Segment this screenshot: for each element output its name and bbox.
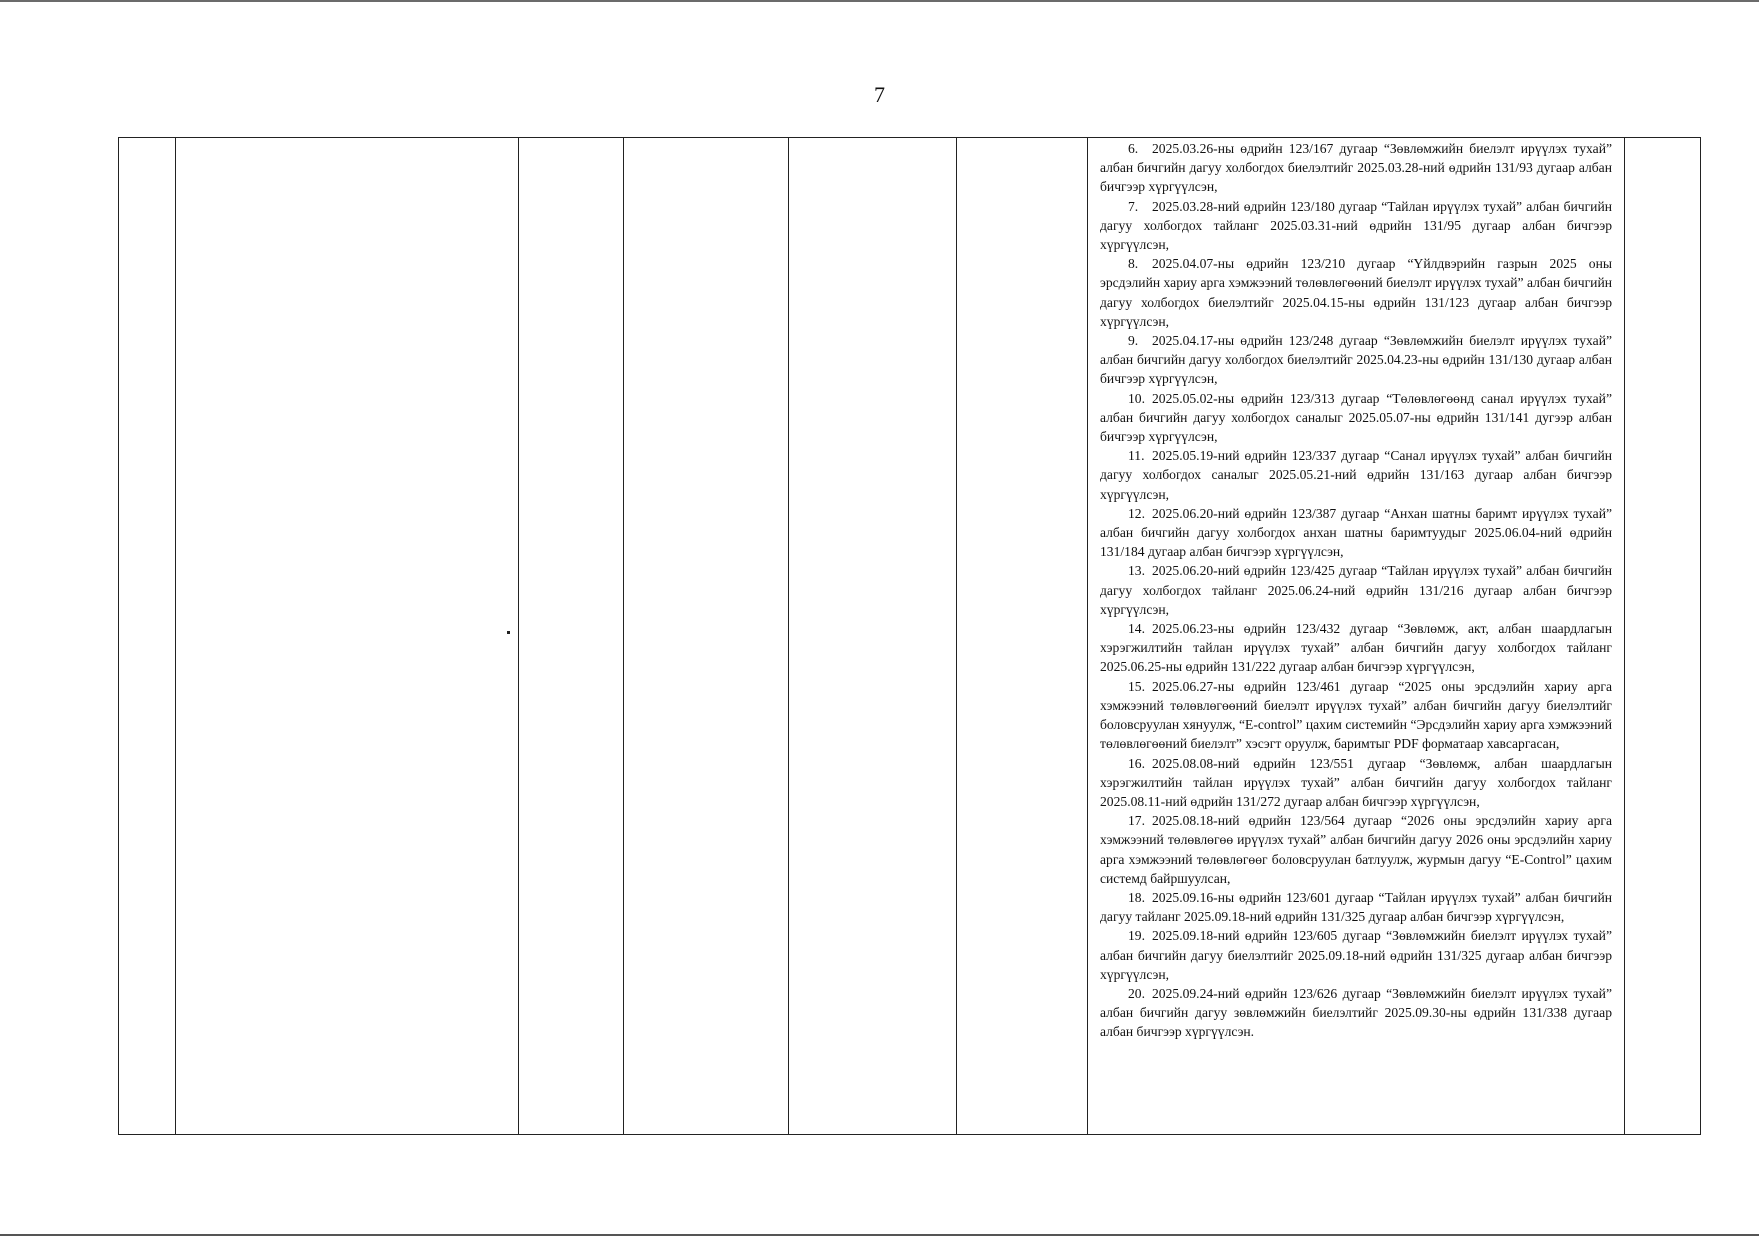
list-item [1100, 197, 1612, 255]
list-item [1100, 139, 1612, 197]
entry-text: 2025.05.02-ны өдрийн 123/313 дугаар “Төлөвлөгөөнд санал ирүүлэх тухай” албан бичгийн дагуу холбогдох саналыг 2025.05.07-ны өдрийн 131/141 дугээр албан бичгээр хүргүүлсэн, [1100, 390, 1612, 445]
cell-column-4 [624, 138, 789, 1135]
entry-text: 2025.06.23-ны өдрийн 123/432 дугаар “Зөвлөмж, акт, албан шаардлагын хэрэгжилтийн тайлан ирүүлэх тухай” албан бичгийн дагуу холбогдох тайланг 2025.06.25-ны өдрийн 131/222 дугаар албан бичгээр хүргүүлсэн, [1100, 621, 1612, 675]
cell-column-3 [519, 138, 624, 1135]
entry-text: 2025.06.27-ны өдрийн 123/461 дугаар “2025 оны эрсдэлийн хариу арга хэмжээний төлөвлөгөөний биелэлт ирүүлэх тухай” албан бичгийн дагуу биелэлтийг боловсруулан хянуулж, “E-control” цахим системийн “Эрсдэлийн хариу арга хэмжээний төлөвлөгөөний биелэлт” хэсэгт оруулж, баримтыг PDF форматаар хавсаргасан, [1100, 678, 1612, 752]
list-item [1100, 888, 1612, 926]
entry-number: 8. [1128, 256, 1139, 272]
entry-number: 11. [1128, 448, 1145, 464]
cell-column-5 [789, 138, 957, 1135]
cell-index [119, 138, 176, 1135]
entry-text: 2025.09.24-ний өдрийн 123/626 дугаар “Зөвлөмжийн биелэлт ирүүлэх тухай” албан бичгийн дагуу зөвлөмжийн биелэлтийг 2025.09.30-ны өдрийн 131/338 дугаар албан бичгээр хүргүүлсэн. [1100, 985, 1612, 1040]
list-item [1100, 446, 1612, 504]
list-item [1100, 389, 1612, 447]
cell-column-8 [1625, 138, 1701, 1135]
entry-number: 18. [1128, 889, 1145, 905]
scan-edge-top [0, 0, 1759, 2]
entry-text: 2025.04.17-ны өдрийн 123/248 дугаар “Зөвлөмжийн биелэлт ирүүлэх тухай” албан бичгийн дагуу холбогдох биелэлтийг 2025.04.23-ны өдрийн 131/130 дугаар албан бичгээр хүргүүлсэн, [1100, 333, 1612, 387]
entry-text: 2025.06.20-ний өдрийн 123/425 дугаар “Тайлан ирүүлэх тухай” албан бичгийн дагуу холбогдох тайланг 2025.06.24-ний өдрийн 131/216 дугаар албан бичгээр хүргүүлсэн, [1100, 563, 1612, 617]
list-item [1100, 254, 1612, 331]
implementation-list [1088, 138, 1624, 1042]
list-item [1100, 811, 1612, 888]
entry-text: 2025.05.19-ний өдрийн 123/337 дугаар “Санал ирүүлэх тухай” албан бичгийн дагуу холбогдох саналыг 2025.05.21-ний өдрийн 131/163 дугаар албан бичгээр хүргүүлсэн, [1100, 448, 1612, 502]
list-item [1100, 926, 1612, 984]
list-item [1100, 561, 1612, 619]
list-item [1100, 331, 1612, 389]
entry-number: 9. [1128, 333, 1139, 349]
stray-mark [507, 631, 510, 634]
list-item [1100, 754, 1612, 812]
entry-number: 10. [1128, 390, 1145, 406]
cell-implementation [1088, 138, 1625, 1135]
entry-number: 17. [1128, 813, 1145, 829]
table-row [119, 138, 1701, 1135]
entry-number: 20. [1128, 985, 1145, 1001]
entry-text: 2025.09.16-ны өдрийн 123/601 дугаар “Тайлан ирүүлэх тухай” албан бичгийн дагуу тайланг 2025.09.18-ний өдрийн 131/325 дугаар албан бичгээр хүргүүлсэн, [1100, 889, 1612, 925]
list-item [1100, 619, 1612, 677]
entry-text: 2025.08.08-ний өдрийн 123/551 дугаар “Зөвлөмж, албан шаардлагын хэрэгжилтийн тайлан ирүүлэх тухай” албан бичгийн дагуу холбогдох тайланг 2025.08.11-ний өдрийн 131/272 дугаар албан бичгээр хүргүүлсэн, [1100, 755, 1612, 809]
scan-edge-bottom [0, 1234, 1759, 1236]
entry-number: 15. [1128, 678, 1145, 694]
report-table [118, 137, 1701, 1135]
entry-number: 13. [1128, 563, 1145, 579]
list-item [1100, 984, 1612, 1042]
list-item [1100, 677, 1612, 754]
page-number: 7 [874, 82, 885, 107]
cell-column-6 [957, 138, 1088, 1135]
list-item [1100, 504, 1612, 562]
entry-number: 14. [1128, 621, 1145, 637]
entry-text: 2025.08.18-ний өдрийн 123/564 дугаар “2026 оны эрсдэлийн хариу арга хэмжээний төлөвлөгөө ирүүлэх тухай” албан бичгийн дагуу 2026 оны эрсдэлийн хариу арга хэмжээний төлөвлөгөөг боловсруулан батлуулж, журмын дагуу “E-Control” цахим системд байршуулсан, [1100, 813, 1612, 886]
entry-text: 2025.06.20-ний өдрийн 123/387 дугаар “Анхан шатны баримт ирүүлэх тухай” албан бичгийн дагуу холбогдох анхан шатны баримтуудыг 2025.06.04-ний өдрийн 131/184 дугаар албан бичгээр хүргүүлсэн, [1100, 505, 1612, 560]
entry-number: 19. [1128, 928, 1145, 944]
entry-text: 2025.03.28-ний өдрийн 123/180 дугаар “Тайлан ирүүлэх тухай” албан бичгийн дагуу холбогдох тайланг 2025.03.31-ний өдрийн 131/95 дугаар албан бичгээр хүргүүлсэн, [1100, 198, 1612, 253]
entry-number: 6. [1128, 141, 1139, 156]
entry-text: 2025.09.18-ний өдрийн 123/605 дугаар “Зөвлөмжийн биелэлт ирүүлэх тухай” албан бичгийн дагуу биелэлтийг 2025.09.18-ний өдрийн 131/325 дугаар албан бичгээр хүргүүлсэн, [1100, 928, 1612, 982]
entry-number: 12. [1128, 505, 1145, 521]
entry-number: 16. [1128, 755, 1145, 771]
cell-activity [176, 138, 519, 1135]
entry-number: 7. [1128, 198, 1139, 214]
entry-text: 2025.04.07-ны өдрийн 123/210 дугаар “Үйлдвэрийн газрын 2025 оны эрсдэлийн хариу арга хэмжээний төлөвлөгөөний биелэлт ирүүлэх тухай” албан бичгийн дагуу холбогдох биелэлтийг 2025.04.15-ны өдрийн 131/123 дугаар албан бичгээр хүргүүлсэн, [1100, 256, 1612, 329]
entry-text: 2025.03.26-ны өдрийн 123/167 дугаар “Зөвлөмжийн биелэлт ирүүлэх тухай” албан бичгийн дагуу холбогдох биелэлтийг 2025.03.28-ний өдрийн 131/93 дугаар албан бичгээр хүргүүлсэн, [1100, 141, 1612, 195]
